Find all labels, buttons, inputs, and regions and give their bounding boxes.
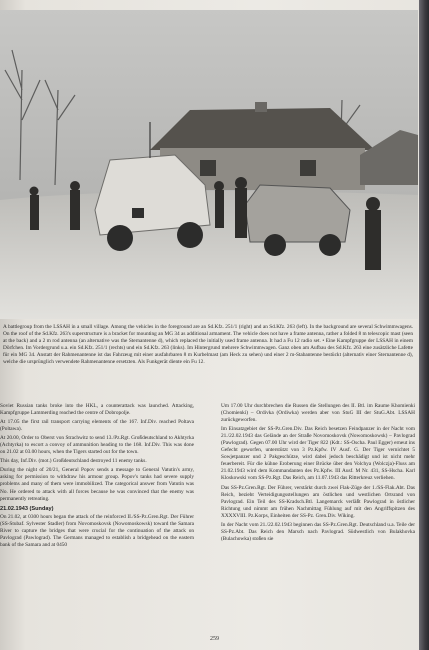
right-column [221,403,415,545]
snowy-road [0,191,418,319]
entry-date-heading: 21.02.1943 (Sunday) [0,505,54,512]
paragraph: At 17.05 the first rail transport carrying elements of the 167. Inf.Div. reached Poltava (Poltawa). [0,419,194,433]
left-column [0,403,194,551]
paragraph: Um 17.00 Uhr durchbrechen die Russen die Stellungen des II. Btl. im Raume Khomienki (Chomienki) – Ordivka (Ordiwka) werden aber von StuG III der StuG.Abt. LSSAH zurückgeworfen. [221,403,415,424]
paragraph: During the night of 20/21, General Popov sends a message to General Vatutin's army, asking for permission to withdraw his armour group. Popov's tanks had severe supply problems and many of them were immobilized. The categorical answer from Vatutin was No. He ordered to attack with all forces because he was convinced that the enemy was permanently retreating. [0,467,194,502]
photo-illustration [0,10,418,319]
paragraph: Im Einsatzgebiet der SS-Pz.Gren.Div. Das Reich besetzen Feindpanzer in der Nacht vom 21./22.02.1943 das Gelände an der Straße Novomoskovsk (Nowomoskowsk) – Pavlograd (Pawlograd). Gegen 07.00 Uhr wird der Tiger 822 (Kdt.: SS-Oscha. Paul Egger) erneut ins Gefecht geworfen, unterstützt von 3 Pz.Kpfw. IV Ausf. G. Der Tiger vernichtet 5 Sowjetpanzer und 2 Pakgeschütze, wird dabei jedoch beschädigt und ist nicht mehr feuerbereit. Für die kühne Eroberung einer Brücke über den Volchya (Wolczja)-Fluss am 21.02.1943 wird dem Kommandanten des Pz.Kpfw. III Ausf. M Nr. 431, SS-Hscha. Karl Kloskowski vom SS-Pz.Rgt. Das Reich, am 11.07.1943 das Ritterkreuz verliehen. [221,426,415,482]
photo-caption: A battlegroup from the LSSAH in a small village. Among the vehicles in the foreground are an Sd.Kfz. 251/1 (right) and an Sd.Kfz. 263 (left). In the background are several Schwimmwagens. On the roof of the Sd.Kfz. 263's superstructure is a bracket for mounting an MG 34 as additional armament. The vehicle does not have a frame antenna, rather a folded 8 m telescopic mast (seen at the back) and a 2 m rod antenna (an alternative was the Sternantenne d), which replaced the initially used frame antenna. It had a Fu 12 radio set. • Eine Kampfgruppe der LSSAH in einem Dörfchen. Im Vordergrund u.a. ein Sd.Kfz. 251/1 (rechts) und ein Sd.Kfz. 263 (links). Im Hintergrund mehrere Schwimmwagen. Ganz oben am Aufbau des Sd.Kfz. 263 eine zusätzliche Lafette für ein MG 34. Anstatt der Rahmenantenne ist das Fahrzeug mit einer ausfahrbaren 8 m Kurbelmast (am Heck zu sehen) und einer 2 m-Stabantenne bestückt (alternativ einer Sternantenne d), welche die ursprünglich verwendete Rahmenantenne ersetzten. Als Funkgerät diente ein Fu 12. [3,324,413,365]
paragraph: Das SS-Pz.Gren.Rgt. Der Führer, verstärkt durch zwei Flak-Züge der 1./SS-Flak.Abt. Das Reich, bezieht Verteidigungsstellungen am östlichen und westlichen Ortsrand von Pavlograd. Ein Teil des SS-Kradsch.Btl. Langemarck verläßt Pawlograd in östlicher Richtung und nimmt am frühen Nachmittag Fühlung auf mit den Angriffspitzen des XXXXVIII. Pz.Korps, Einheiten der SS-Pz. Gren.Div. Wiking. [221,484,415,519]
page-number: 259 [210,636,219,642]
wartime-village-photo [0,10,418,319]
book-spine-shadow [419,0,429,650]
paragraph: This day, Inf.Div. (mot.) Großdeutschland destroyed 11 enemy tanks. [0,458,147,465]
paragraph: Soviet Russian tanks broke into the HKL, a counterattack was launched. Attacking, Kampfgruppe Lammerding reached the centre of Dobropolje. [0,403,194,417]
paragraph: At 20.00, Order to Oberst von Strachwitz to send 13./Pz.Rgt. Großdeutschland to Akhtyrka (Achtyrka) to escort a convoy of ammunition heading to the 168. Inf.Div. This was done on 21.02 at 03.00 hours, when the Tigers started out for the town. [0,435,194,456]
paragraph: On 21.02, at 0300 hours began the attack of the reinforced II./SS-Pz.Gren.Rgt. Der Führer (SS-Stubaf. Sylvester Stadler) from Novomoskovsk (Nowomoskowsk) toward the Samara River to capture the bridges that were crucial for the continuation of the attack on Pavlograd (Pawlograd). The Germans managed to establish a bridgehead on the eastern bank of the Samara and at 0450 [0,513,194,548]
paragraph: In der Nacht vom 21./22.02.1943 beginnen das SS-Pz.Gren.Rgt. Deutschland u.a. Teile der SS-Pz.Abt. Das Reich den Marsch nach Pavlograd. Südwestlich von Bulakhovka (Bulachowka) stoßen sie [221,521,415,542]
